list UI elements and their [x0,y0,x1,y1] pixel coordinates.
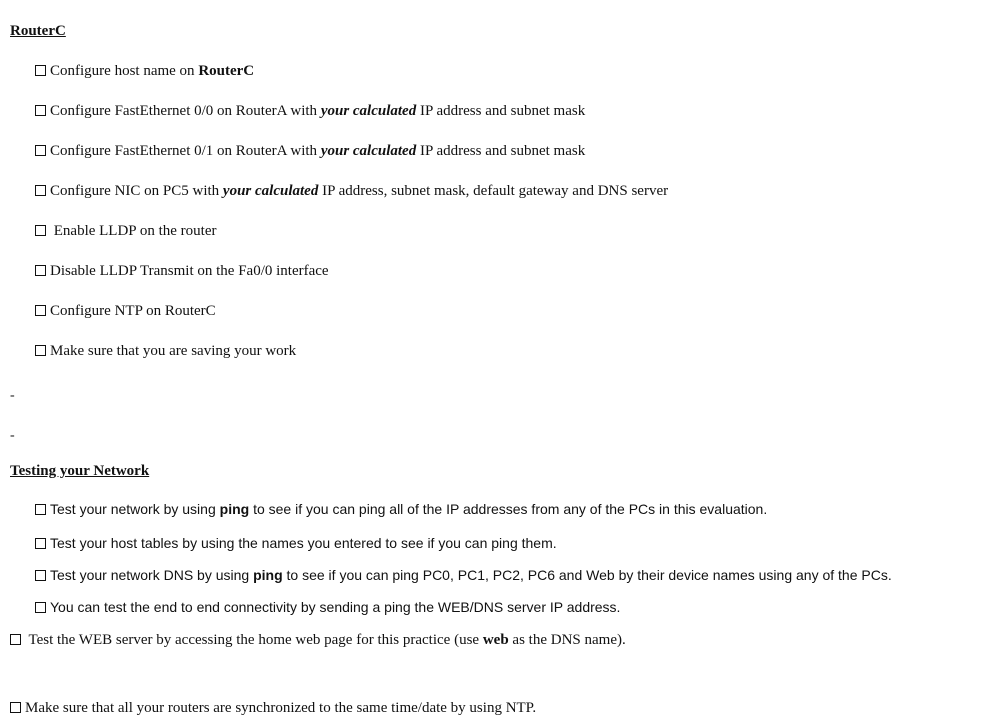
checklist-item [35,302,216,320]
item-text: to see if you can ping all of the IP addresses from any of the PCs in this evaluation. [249,501,768,517]
checklist-item [35,102,585,120]
item-text: Configure NIC on PC5 with [50,183,223,199]
checklist-item [35,182,668,200]
emphasized-text: your calculated [222,183,319,199]
emphasized-text: ping [219,501,250,517]
checklist-item [35,342,296,360]
router-heading: RouterC [10,23,66,39]
item-text: Disable LLDP Transmit on the Fa0/0 interface [50,263,329,279]
item-text: Test your network DNS by using [50,567,254,583]
emphasized-text: RouterC [198,63,255,79]
item-text: Configure FastEthernet 0/0 on RouterA with [50,103,321,119]
checklist-item [35,262,329,280]
checkbox-square-icon[interactable] [35,305,46,316]
item-text: Make sure that all your routers are synchronized to the same time/date by using NTP. [25,700,537,716]
item-text: Enable LLDP on the router [50,223,217,239]
checkbox-square-icon[interactable] [35,65,46,76]
emphasized-text: ping [253,567,283,583]
checklist-item [35,500,767,518]
item-text: to see if you can ping PC0, PC1, PC2, PC6 and Web by their device names using any of the PCs. [282,567,892,583]
checklist-item [35,222,216,240]
checkbox-square-icon[interactable] [35,538,46,549]
checklist-item [10,631,626,649]
spacer-dash: - [10,388,15,403]
checkbox-square-icon[interactable] [35,602,46,613]
item-text: IP address, subnet mask, default gateway and DNS server [318,183,669,199]
item-text: Test the WEB server by accessing the home web page for this practice (use [25,632,483,648]
checkbox-square-icon[interactable] [35,345,46,356]
item-text: IP address and subnet mask [416,143,586,159]
item-text: IP address and subnet mask [416,103,586,119]
checkbox-square-icon[interactable] [10,702,21,713]
item-text: Configure host name on [50,63,199,79]
checklist-item [35,566,892,584]
item-text: Make sure that you are saving your work [50,343,297,359]
checklist-item [35,534,557,552]
checkbox-square-icon[interactable] [10,634,21,645]
checkbox-square-icon[interactable] [35,504,46,515]
item-text: Test your network by using [50,501,220,517]
checkbox-square-icon[interactable] [35,570,46,581]
checklist-item [35,598,620,616]
emphasized-text: web [482,632,509,648]
checkbox-square-icon[interactable] [35,105,46,116]
emphasized-text: your calculated [320,143,417,159]
item-text: Configure FastEthernet 0/1 on RouterA with [50,143,321,159]
checklist-item [10,699,536,717]
item-text: as the DNS name). [508,632,626,648]
testing-heading: Testing your Network [10,463,150,479]
checkbox-square-icon[interactable] [35,265,46,276]
checklist-item [35,62,254,80]
checkbox-square-icon[interactable] [35,145,46,156]
spacer-dash: - [10,428,15,443]
emphasized-text: your calculated [320,103,417,119]
item-text: Test your host tables by using the names you entered to see if you can ping them. [50,535,557,551]
checklist-item [35,142,585,160]
item-text: Configure NTP on RouterC [50,303,216,319]
checkbox-square-icon[interactable] [35,185,46,196]
checkbox-square-icon[interactable] [35,225,46,236]
item-text: You can test the end to end connectivity by sending a ping the WEB/DNS server IP address. [50,599,621,615]
